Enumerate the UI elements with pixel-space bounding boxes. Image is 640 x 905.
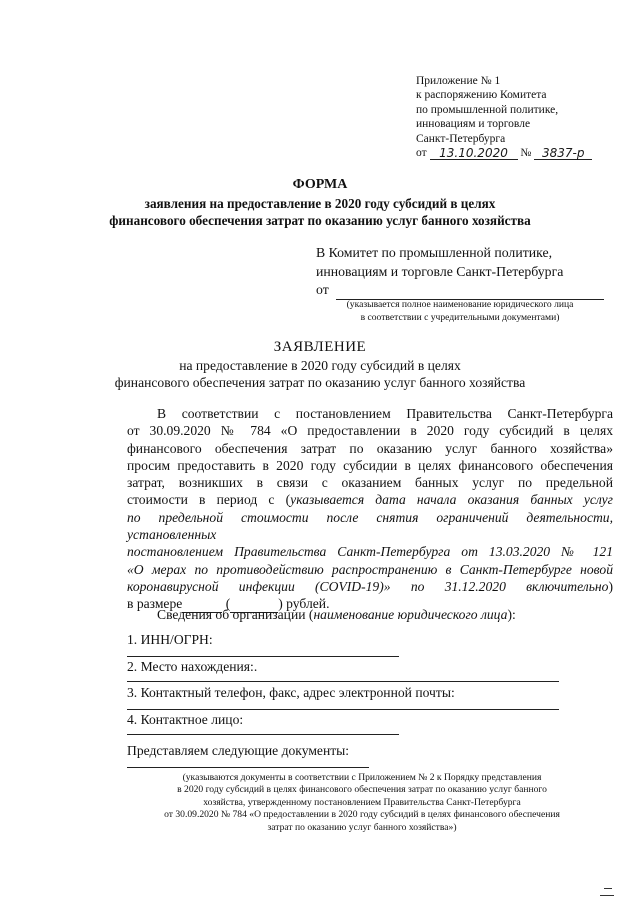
field-location-line[interactable] xyxy=(127,681,559,682)
body-line: просим предоставить в 2020 году субсидии в целях финансового обеспечения xyxy=(127,457,613,473)
appendix-line: по промышленной политике, xyxy=(416,103,559,116)
body-italic-text: коронавирусной инфекции (COVID-19)» по 31.12.2020 включительно xyxy=(127,578,609,594)
org-fields xyxy=(127,0,617,905)
body-line: постановлением Правительства Санкт-Петербурга от 13.03.2020 № 121 xyxy=(127,544,613,560)
statement-subtitle-line: на предоставление в 2020 году субсидий в целях xyxy=(179,358,461,373)
handwritten-number: 3837-р xyxy=(541,146,585,161)
documents-note-line: в 2020 году субсидий в целях финансового обеспечения затрат по оказанию услуг банного xyxy=(177,784,547,796)
documents-note-line: затрат по оказанию услуг банного хозяйства») xyxy=(267,821,457,833)
org-info-end: ): xyxy=(507,607,516,622)
field-contacts-line[interactable] xyxy=(127,709,559,710)
appendix-line: Санкт-Петербурга xyxy=(416,132,506,145)
appendix-line: к распоряжению Комитета xyxy=(416,89,547,102)
documents-note xyxy=(112,772,612,834)
appendix-line: инновациям и торговле xyxy=(416,118,531,131)
documents-note-line: (указываются документы в соответствии с Приложением № 2 к Порядку представления xyxy=(182,772,542,783)
date-prefix: от xyxy=(416,147,427,160)
amount-paren: ( xyxy=(222,596,231,612)
org-info-text: Сведения об организации ( xyxy=(157,607,314,622)
scan-mark xyxy=(604,888,612,889)
handwritten-date: 13.10.2020 xyxy=(439,146,508,161)
field-contacts: 3. Контактный телефон, факс, адрес электронной почты: xyxy=(127,685,455,700)
field-location: 2. Место нахождения:. xyxy=(127,659,258,674)
body-line: по предельной стоимости после снятия ограничений деятельности, установленных xyxy=(127,509,613,543)
number-prefix: № xyxy=(520,147,532,160)
field-inn-ogrn-line[interactable] xyxy=(127,656,399,657)
statement-title: ЗАЯВЛЕНИЕ xyxy=(273,339,367,355)
from-label: от xyxy=(316,282,329,297)
documents-line[interactable] xyxy=(127,767,369,768)
documents-label: Представляем следующие документы: xyxy=(127,743,350,758)
body-italic-text: указывается дата начала оказания банных услуг xyxy=(290,492,613,508)
body-line: В соответствии с постановлением Правительства Санкт-Петербурга xyxy=(157,406,613,421)
field-contact-person: 4. Контактное лицо: xyxy=(127,712,244,727)
appendix-line: Приложение № 1 xyxy=(416,75,501,87)
body-line: затрат, возникших в связи с оказанием банных услуг по предельной xyxy=(127,475,613,491)
amount-label: в размере xyxy=(127,596,183,612)
body-line: финансового обеспечения затрат по оказанию услуг банного хозяйства» xyxy=(127,440,613,456)
org-info-italic: наименование юридического лица xyxy=(313,607,508,622)
addressee-note-line: (указывается полное наименование юридического лица xyxy=(346,299,574,310)
form-subtitle-line: заявления на предоставление в 2020 году субсидий в целях xyxy=(144,196,496,211)
body-line: «О мерах по противодействию распространению в Санкт-Петербурге новой xyxy=(127,561,613,577)
body-text: стоимости в период с ( xyxy=(127,492,291,508)
statement-subtitle-line: финансового обеспечения затрат по оказанию услуг банного хозяйства xyxy=(114,375,526,390)
form-subtitle-line: финансового обеспечения затрат по оказанию услуг банного хозяйства xyxy=(109,212,531,228)
field-contact-person-line[interactable] xyxy=(127,734,399,735)
amount-currency: ) рублей. xyxy=(278,596,330,612)
addressee-line: В Комитет по промышленной политике, xyxy=(316,245,553,260)
body-text: ) xyxy=(608,578,613,594)
form-title: ФОРМА xyxy=(292,177,348,192)
documents-note-line: от 30.09.2020 № 784 «О предоставлении в 2020 году субсидий в целях финансового обеспечения xyxy=(164,809,560,821)
addressee-note-line: в соответствии с учредительными документами) xyxy=(360,311,560,323)
scan-mark xyxy=(600,895,614,896)
body-line: от 30.09.2020 № 784 «О предоставлении в 2020 году субсидий в целях xyxy=(127,423,613,439)
documents-note-line: хозяйства, утвержденному постановлением Правительства Санкт-Петербурга xyxy=(203,796,521,808)
addressee-line: инновациям и торговле Санкт-Петербурга xyxy=(316,263,564,279)
field-inn-ogrn: 1. ИНН/ОГРН: xyxy=(127,632,213,647)
